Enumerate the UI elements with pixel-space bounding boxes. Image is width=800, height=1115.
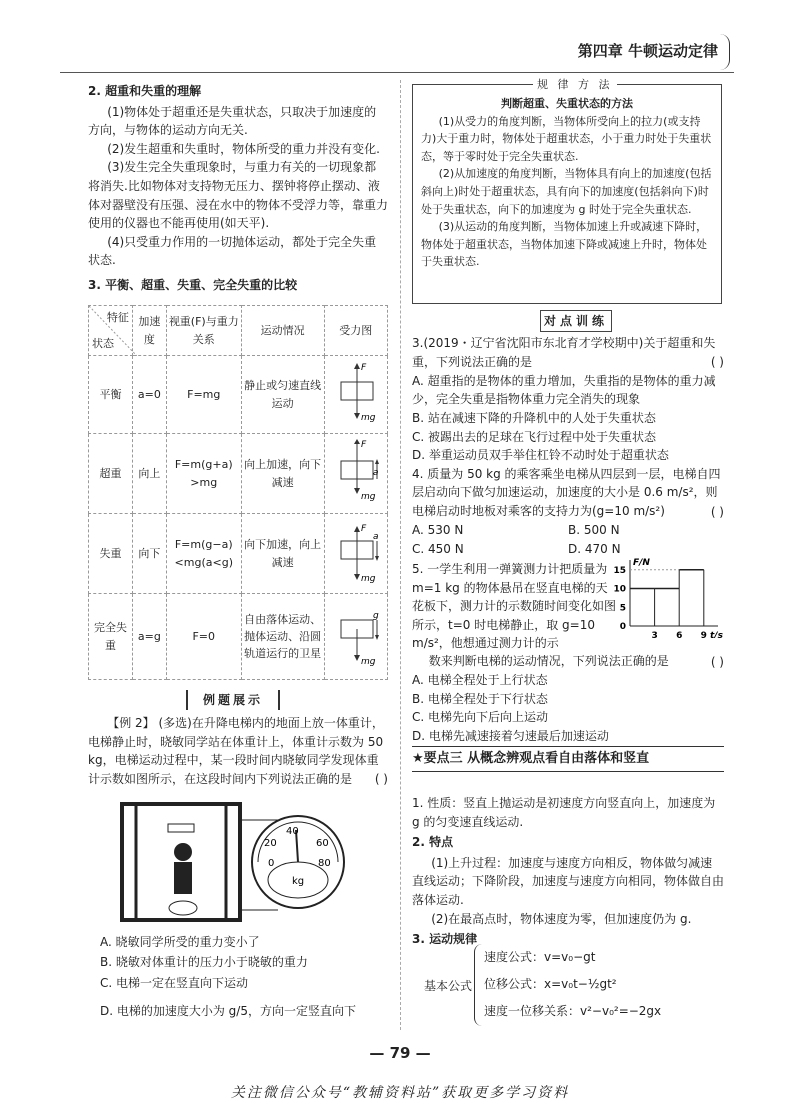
q3-d: D. 举重运动员双手举住杠铃不动时处于超重状态 bbox=[412, 448, 669, 463]
s2-p2: (2)发生超重和失重时，物体所受的重力并没有变化. bbox=[107, 141, 381, 156]
chapter-title: 第四章 牛顿运动定律 bbox=[577, 42, 718, 60]
cell-rel: F=m(g−a) <mg(a<g) bbox=[166, 514, 241, 594]
cell-state: 超重 bbox=[89, 434, 133, 514]
k1: 1. 性质：竖直上抛运动是初速度方向竖直向上，加速度为 g 的匀变速直线运动. bbox=[412, 796, 716, 829]
scale-unit: kg bbox=[292, 876, 305, 887]
q5-text-2: 数来判断电梯的运动情况，下列说法正确的是 bbox=[428, 654, 669, 668]
q5-b: B. 电梯全程处于下行状态 bbox=[412, 691, 548, 706]
formula-velocity: 速度公式：v=v₀−gt bbox=[484, 950, 596, 964]
table-row bbox=[89, 514, 388, 594]
force-diagram bbox=[324, 356, 387, 434]
rule-p1: (1)从受力的角度判断，当物体所受向上的拉力(或支持力)大于重力时，物体处于超重状态，小于重力时处于失重状态，等于零时处于完全失重状态. bbox=[421, 114, 712, 163]
cell-state: 失重 bbox=[89, 514, 133, 594]
cell-acc: a=g bbox=[132, 594, 166, 680]
ex2-text: 【例 2】 (多选)在升降电梯内的地面上放一体重计，电梯静止时，晓敏同学站在体重计上，体重计示数为 50 kg，电梯运动过程中，某一段时间内晓敏同学发现体重计示数如图所示，在这段时间内下列说法正确的是 bbox=[88, 716, 384, 786]
example-heading: 例题展示 bbox=[186, 690, 280, 710]
svg-text:mg: mg bbox=[360, 491, 376, 502]
q3-a: A. 超重指的是物体的重力增加，失重指的是物体的重力减少，完全失重是指物体重力完全消失的现象 bbox=[412, 373, 716, 407]
scale-40: 40 bbox=[286, 826, 299, 837]
y-tick-label: 5 bbox=[619, 603, 626, 614]
q5-c: C. 电梯先向下后向上运动 bbox=[412, 710, 549, 725]
cell-motion: 向上加速，向下减速 bbox=[241, 434, 324, 514]
cell-state: 平衡 bbox=[89, 356, 133, 434]
table-row bbox=[89, 594, 388, 680]
rule-title: 判断超重、失重状态的方法 bbox=[501, 97, 633, 110]
s2-p4: (4)只受重力作用的一切抛体运动，都处于完全失重状态. bbox=[88, 234, 377, 268]
cell-motion: 自由落体运动、抛体运动、沿圆轨道运行的卫星 bbox=[241, 594, 324, 680]
ex2-paren: ( ) bbox=[374, 772, 388, 787]
scale-80: 80 bbox=[318, 858, 331, 869]
y-tick-label: 15 bbox=[613, 565, 626, 576]
label-f: F bbox=[360, 362, 366, 373]
cell-acc: 向上 bbox=[132, 434, 166, 514]
cell-rel: F=mg bbox=[166, 356, 241, 434]
force-diagram-svg bbox=[331, 360, 381, 424]
option-a: A. 晓敏同学所受的重力变小了 bbox=[100, 935, 260, 949]
cell-motion: 静止或匀速直线运动 bbox=[241, 356, 324, 434]
option-b: B. 晓敏对体重计的压力小于晓敏的重力 bbox=[100, 955, 308, 970]
s2-title: 2. 超重和失重的理解 bbox=[88, 84, 202, 98]
q5-paren: ( ) bbox=[710, 654, 724, 669]
key3-content bbox=[412, 794, 724, 951]
svg-text:F: F bbox=[360, 439, 366, 450]
force-diagram-svg bbox=[331, 519, 381, 583]
cell-rel: F=m(g+a) >mg bbox=[166, 434, 241, 514]
x-tick-label: 6 bbox=[676, 631, 683, 638]
training-heading: 对点训练 bbox=[540, 310, 612, 332]
q3-paren: ( ) bbox=[710, 355, 724, 370]
svg-text:F: F bbox=[360, 523, 366, 534]
key-point-3: ★要点三 从概念辨观点看自由落体和竖直 bbox=[412, 746, 724, 772]
q4-b: B. 500 N bbox=[568, 523, 620, 538]
svg-text:g: g bbox=[372, 610, 379, 621]
rule-tag: 规 律 方 法 bbox=[533, 76, 617, 94]
formulas bbox=[484, 944, 661, 1025]
y-tick-label: 0 bbox=[619, 622, 626, 632]
header-rule bbox=[60, 72, 734, 73]
table-row bbox=[89, 356, 388, 434]
q5-a: A. 电梯全程处于上行状态 bbox=[412, 673, 548, 688]
x-tick-label: 3 bbox=[651, 631, 658, 638]
cell-acc: a=0 bbox=[132, 356, 166, 434]
q4-c: C. 450 N bbox=[412, 541, 464, 556]
force-diagram bbox=[324, 514, 387, 594]
chapter-brace bbox=[719, 34, 730, 70]
scale-60: 60 bbox=[316, 838, 329, 849]
formula-v-x: 速度一位移关系：v²−v₀²=−2gx bbox=[484, 1004, 662, 1018]
h-acc: 加速度 bbox=[132, 306, 166, 356]
force-diagram bbox=[324, 434, 387, 514]
h-rel: 视重(F)与重力关系 bbox=[166, 306, 241, 356]
k3: 3. 运动规律 bbox=[412, 932, 478, 947]
cell-rel: F=0 bbox=[166, 594, 241, 680]
h-motion: 运动情况 bbox=[241, 306, 324, 356]
cell-motion: 向下加速，向上减速 bbox=[241, 514, 324, 594]
option-d: D. 电梯的加速度大小为 g/5，方向一定竖直向下 bbox=[100, 1004, 356, 1019]
svg-text:mg: mg bbox=[360, 573, 376, 583]
column-divider bbox=[400, 80, 401, 1030]
q5-text: 5. 一学生利用一弹簧测力计把质量为 m=1 kg 的物体悬吊在竖直电梯的天花板下，测力计的示数随时间变化如图所示，t=0 时电梯静止，取 g=10 m/s²，他想通过测力计的示 bbox=[412, 562, 617, 651]
force-diagram-svg bbox=[331, 439, 381, 503]
basic-label: 基本公式 bbox=[424, 979, 473, 993]
formula-displacement: 位移公式：x=v₀t−½gt² bbox=[484, 977, 617, 991]
q3-b: B. 站在减速下降的升降机中的人处于失重状态 bbox=[412, 410, 656, 425]
k2p2: (2)在最高点时，物体速度为零，但加速度仍为 g. bbox=[431, 911, 692, 926]
svg-text:a: a bbox=[372, 531, 379, 542]
q4-a: A. 530 N bbox=[412, 523, 464, 538]
comparison-table bbox=[88, 305, 388, 680]
h-feature: 特征 bbox=[106, 311, 129, 324]
rule-box bbox=[412, 78, 722, 304]
cell-acc: 向下 bbox=[132, 514, 166, 594]
s2-p1: (1)物体处于超重还是失重状态，只取决于加速度的方向，与物体的运动方向无关. bbox=[88, 104, 377, 138]
h-force: 受力图 bbox=[324, 306, 387, 356]
svg-text:a: a bbox=[372, 467, 379, 478]
cell-state: 完全失重 bbox=[89, 594, 133, 680]
k2p1: (1)上升过程：加速度与速度方向相反，物体做匀减速直线运动；下降阶段，加速度与速度方向相同，物体做自由落体运动. bbox=[412, 855, 725, 907]
option-c: C. 电梯一定在竖直向下运动 bbox=[100, 975, 249, 990]
label-mg: mg bbox=[360, 412, 376, 423]
q3-block bbox=[412, 334, 724, 558]
y-tick-label: 10 bbox=[613, 584, 626, 595]
s3-title: 3. 平衡、超重、失重、完全失重的比较 bbox=[88, 277, 298, 292]
q4-options bbox=[412, 521, 724, 558]
page-number-value: 79 bbox=[389, 1044, 411, 1062]
force-diagram-svg bbox=[331, 602, 381, 666]
q5-block bbox=[412, 652, 724, 746]
elevator-figure bbox=[118, 800, 358, 925]
k2: 2. 特点 bbox=[412, 835, 454, 850]
q3-c: C. 被踢出去的足球在飞行过程中处于失重状态 bbox=[412, 429, 657, 444]
q4-text: 4. 质量为 50 kg 的乘客乘坐电梯从四层到一层，电梯自四层启动向下做匀加速运动，加速度的大小是 0.6 m/s²，则电梯启动时地板对乘客的支持力为(g=10 m/s²) bbox=[412, 466, 721, 518]
svg-text:mg: mg bbox=[360, 656, 376, 666]
scale-0: 0 bbox=[268, 858, 275, 869]
rule-p3: (3)从运动的角度判断，当物体加速上升或减速下降时，物体处于超重状态，当物体加速下降或减速上升时，物体处于失重状态. bbox=[421, 220, 708, 269]
scale-20: 20 bbox=[264, 838, 277, 849]
example-2 bbox=[88, 714, 388, 789]
formula-brace bbox=[474, 944, 483, 1026]
left-column bbox=[88, 80, 388, 297]
table-row bbox=[89, 434, 388, 514]
q4-d: D. 470 N bbox=[568, 541, 621, 556]
force-diagram bbox=[324, 594, 387, 680]
footer-note: 关注微信公众号“教辅资料站”获取更多学习资料 bbox=[230, 1085, 570, 1101]
rule-p2: (2)从加速度的角度判断，当物体具有向上的加速度(包括斜向上)时处于超重状态，具有向下的加速度(包括斜向下)时处于失重状态，向下的加速度为 g 时处于完全失重状态. bbox=[421, 167, 712, 216]
x-axis-label: t/s bbox=[710, 631, 723, 638]
h-state: 状态 bbox=[92, 336, 114, 350]
q5-d: D. 电梯先减速接着匀速最后加速运动 bbox=[412, 728, 609, 743]
x-tick-label: 9 bbox=[700, 631, 707, 638]
force-time-chart bbox=[612, 556, 727, 638]
y-axis-label: F/N bbox=[633, 558, 650, 568]
ex2-options bbox=[100, 932, 390, 1022]
q3-text: 3.(2019・辽宁省沈阳市东北育才学校期中)关于超重和失重，下列说法正确的是 bbox=[412, 336, 716, 369]
table-corner bbox=[89, 306, 133, 356]
s2-p3: (3)发生完全失重现象时，与重力有关的一切现象都将消失.比如物体对支持物无压力、摆钟将停止摆动、液体对器壁没有压强、浸在水中的物体不受浮力等，靠重力使用的仪器也不能再使用(如天平). bbox=[88, 160, 389, 231]
q4-paren: ( ) bbox=[710, 504, 724, 519]
page-number: — 79 — bbox=[369, 1044, 431, 1062]
